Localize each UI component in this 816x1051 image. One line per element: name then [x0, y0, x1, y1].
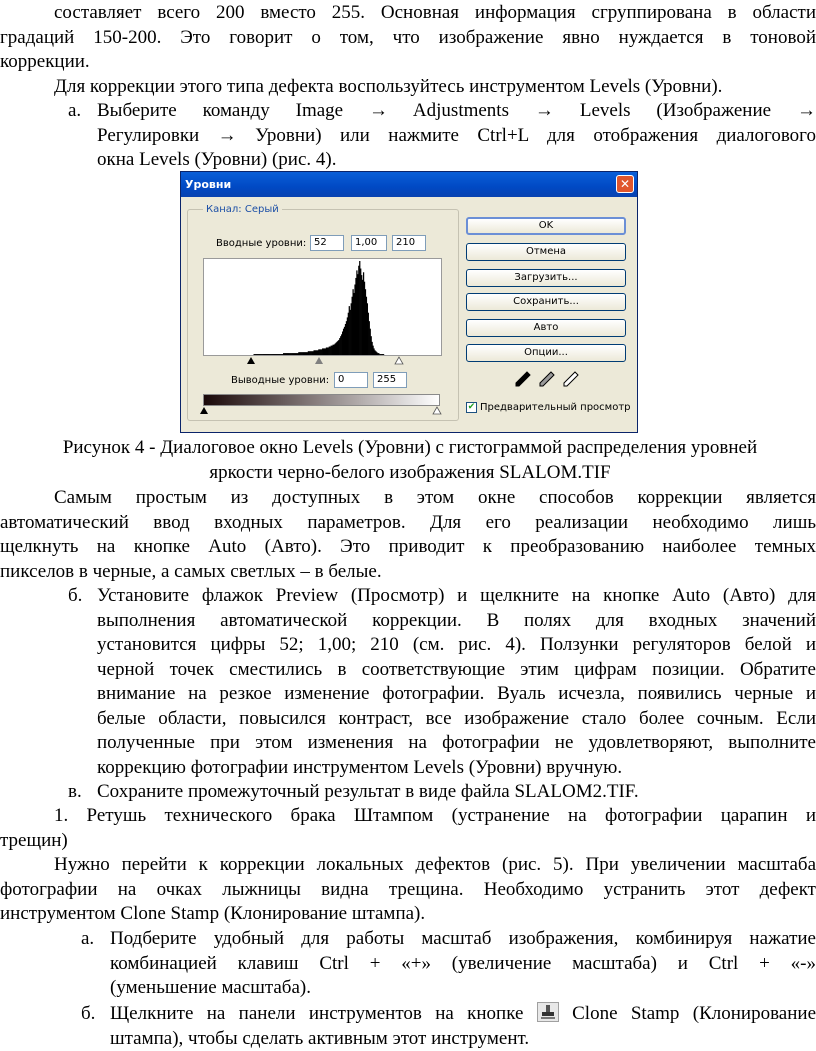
list-item-b-line-8: коррекцию фотографии инструментом Levels (Уровни) вручную. [97, 756, 816, 781]
section-1-heading [0, 804, 816, 853]
list-item-a-line-1: Выберите команду Image → Adjustments → Levels (Изображение → [97, 99, 816, 124]
list-item-b-line-3: установится цифры 52; 1,00; 210 (см. рис. 4). Ползунки регуляторов белой и [97, 633, 816, 658]
list-item-b2 [110, 1002, 816, 1051]
caption-label: Рисунок 4 - [63, 437, 156, 458]
black-point-slider[interactable] [247, 357, 255, 364]
dropper-black-icon[interactable] [514, 370, 532, 388]
input-black-field[interactable]: 52 [310, 235, 344, 251]
ok-button[interactable]: OK [466, 217, 626, 235]
caption-line-1 [30, 436, 790, 461]
list-item-b [97, 584, 816, 780]
list-item-a-line-2: Регулировки → Уровни) или нажмите Ctrl+L для отображения диалогового [97, 124, 816, 149]
paragraph-3-line-3: щелкнуть на кнопке Auto (Авто). Это приводит к преобразованию наиболее темных [0, 535, 816, 560]
list-item-b2-line-1 [110, 1002, 816, 1027]
paragraph-3 [0, 486, 816, 584]
list-item-a2-line-3: (уменьшение масштаба). [110, 976, 816, 1001]
list-item-b2-text-before: Щелкните на панели инструментов на кнопке [110, 1003, 537, 1024]
list-marker-b2: б. [81, 1002, 95, 1027]
paragraph-4-line-3: инструментом Clone Stamp (Клонирование штампа). [0, 902, 816, 927]
list-item-b-line-5: внимание на резкое изменение фотографии. Вуаль исчезла, появились черные и [97, 682, 816, 707]
paragraph-4 [0, 853, 816, 927]
dialog-titlebar [181, 172, 637, 197]
list-marker-a: а. [68, 99, 81, 124]
list-item-b2-text-after: Clone Stamp (Клонирование [559, 1003, 816, 1024]
list-item-b2-line-2: штампа), чтобы сделать активным этот инструмент. [110, 1027, 816, 1051]
list-item-v [97, 780, 816, 805]
histogram-plot [204, 259, 441, 355]
list-item-b-line-7: полученные при этом изменения на фотографии не удовлетворяют, выполните [97, 731, 816, 756]
output-levels-label: Выводные уровни: [231, 375, 329, 386]
list-marker-a2: а. [81, 927, 94, 952]
paragraph-4-line-2: фотографии на очках лыжницы видна трещина. Необходимо устранить этот дефект [0, 878, 816, 903]
gamma-slider[interactable] [315, 357, 323, 364]
input-gamma-field[interactable]: 1,00 [351, 235, 387, 251]
close-icon[interactable]: ✕ [616, 175, 634, 193]
levels-dialog [180, 171, 638, 433]
list-item-b-line-1: Установите флажок Preview (Просмотр) и щелкните на кнопке Auto (Авто) для [97, 584, 816, 609]
output-gradient-bar [203, 394, 440, 406]
list-item-a2 [110, 927, 816, 1001]
clone-stamp-icon [537, 1002, 559, 1022]
list-item-a2-line-1: Подберите удобный для работы масштаб изображения, комбинируя нажатие [110, 927, 816, 952]
paragraph-1-line-3: коррекции. [0, 50, 816, 75]
list-item-v-line-1: Сохраните промежуточный результат в виде файла SLALOM2.TIF. [97, 780, 816, 805]
list-item-a2-line-2: комбинацией клавиш Ctrl + «+» (увеличение масштаба) и Ctrl + «-» [110, 952, 816, 977]
list-item-b-line-2: выполнения автоматической коррекции. В полях для входных значений [97, 609, 816, 634]
preview-label[interactable]: Предварительный просмотр [480, 402, 631, 413]
list-item-b-line-6: белые области, повысился контраст, все изображение стало более сочным. Если [97, 707, 816, 732]
paragraph-3-line-1: Самым простым из доступных в этом окне способов коррекции является [0, 486, 816, 511]
load-button[interactable]: Загрузить... [466, 269, 626, 287]
output-black-slider[interactable] [200, 407, 208, 414]
dropper-gray-icon[interactable] [538, 370, 556, 388]
paragraph-4-line-1: Нужно перейти к коррекции локальных дефектов (рис. 5). При увеличении масштаба [0, 853, 816, 878]
paragraph-1-line-2: градаций 150-200. Это говорит о том, что изображение явно нуждается в тоновой [0, 26, 816, 51]
dropper-white-icon[interactable] [562, 370, 580, 388]
output-slider-track[interactable] [199, 406, 443, 416]
list-item-a [97, 99, 816, 173]
channel-label[interactable]: Канал: Серый [203, 204, 282, 215]
figure-caption [30, 436, 790, 485]
options-button[interactable]: Опции... [466, 344, 626, 362]
output-white-slider[interactable] [433, 407, 441, 414]
list-item-a-line-3: окна Levels (Уровни) (рис. 4). [97, 148, 816, 173]
list-marker-v: в. [68, 780, 82, 805]
dialog-title: Уровни [185, 178, 231, 191]
caption-line-2: яркости черно-белого изображения SLALOM.TIF [30, 461, 790, 486]
input-levels-label: Вводные уровни: [216, 238, 306, 249]
cancel-button[interactable]: Отмена [466, 243, 626, 261]
output-black-field[interactable]: 0 [334, 372, 368, 388]
section-1-line-1: 1. Ретушь технического брака Штампом (устранение на фотографии царапин и [0, 804, 816, 829]
input-slider-track[interactable] [203, 355, 443, 365]
paragraph-2-line-1: Для коррекции этого типа дефекта воспользуйтесь инструментом Levels (Уровни). [54, 75, 816, 100]
paragraph-2 [54, 75, 816, 100]
list-item-b-line-4: черной точек сместились в соответствующие этим цифрам позиции. Обратите [97, 658, 816, 683]
paragraph-3-line-4: пикселов в черные, а самых светлых – в белые. [0, 560, 816, 585]
save-button[interactable]: Сохранить... [466, 293, 626, 311]
histogram [203, 258, 442, 356]
output-white-field[interactable]: 255 [373, 372, 407, 388]
paragraph-1-line-1: составляет всего 200 вместо 255. Основная информация сгруппирована в области [0, 1, 816, 26]
caption-text: Диалоговое окно Levels (Уровни) с гистограммой распределения уровней [155, 437, 757, 458]
auto-button[interactable]: Авто [466, 319, 626, 337]
preview-checkbox[interactable]: ✔ [466, 402, 477, 413]
white-point-slider[interactable] [395, 357, 403, 364]
paragraph-1 [0, 1, 816, 75]
input-white-field[interactable]: 210 [392, 235, 426, 251]
list-marker-b: б. [68, 584, 82, 609]
paragraph-3-line-2: автоматический ввод входных параметров. Для его реализации необходимо лишь [0, 511, 816, 536]
section-1-line-2: трещин) [0, 829, 816, 854]
